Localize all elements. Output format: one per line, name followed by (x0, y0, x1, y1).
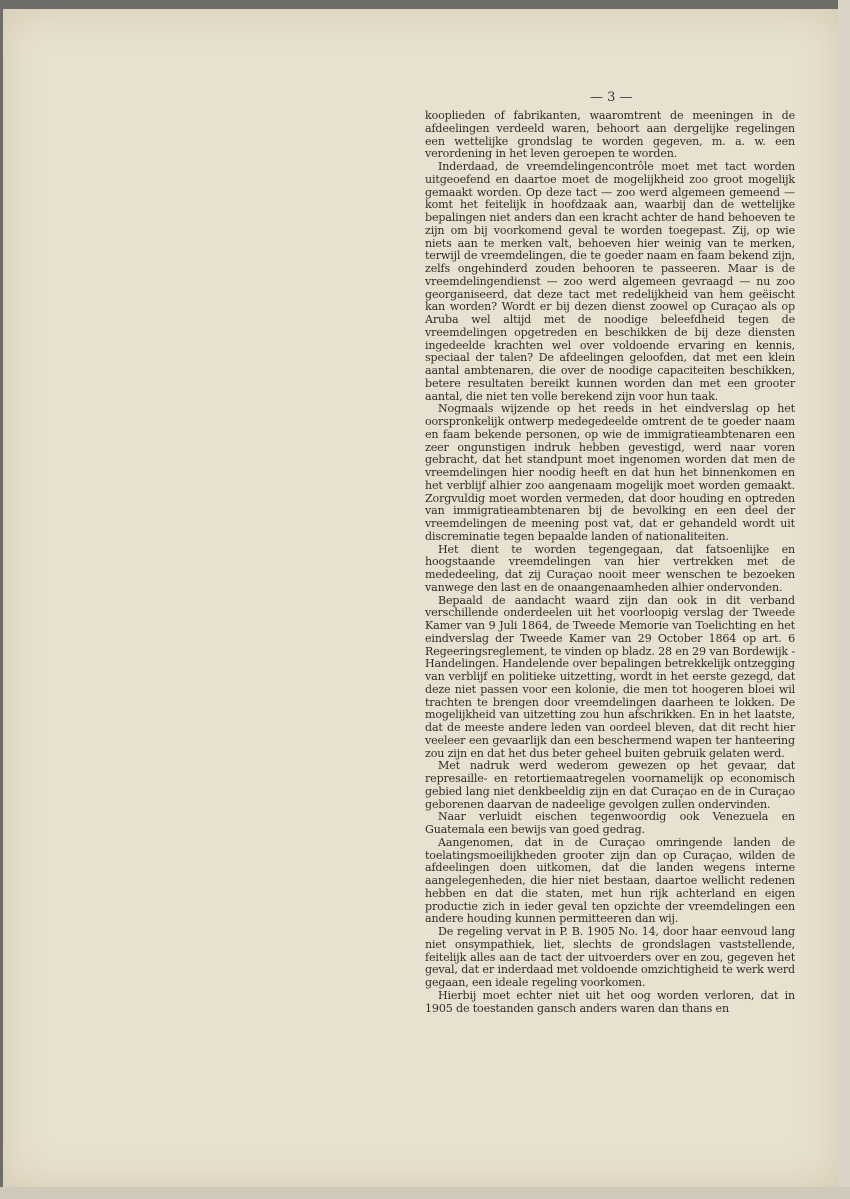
paragraph: Met nadruk werd wederom gewezen op het gevaar, dat represaille- en retortiemaatregelen voornamelijk op economisch gebied lang niet denkbeeldig zijn en dat Curaçao en de in Curaçao geborenen daarvan de nadeelige gevolgen zullen ondervinden. (425, 759, 795, 811)
paragraph: kooplieden of fabrikanten, waaromtrent de meeningen in de afdeelingen verdeeld waren, behoort aan dergelijke regelingen een wettelijke grondslag te worden gegeven, m. a. w. een verordening in het leven geroepen te worden. (425, 109, 795, 161)
paragraph: Het dient te worden tegengegaan, dat fatsoenlijke en hoogstaande vreemdelingen van hier vertrekken met de mededeeling, dat zij Curaçao nooit meer wenschen te bezoeken vanwege den last en de onaangenaamheden alhier ondervonden. (425, 542, 795, 594)
paragraph: De regeling vervat in P. B. 1905 No. 14, door haar eenvoud lang niet onsympathiek, liet, slechts de grondslagen vaststellende, feitelijk alles aan de tact der uitvoerders over en zou, gegeven het geval, dat er inderdaad met voldoende omzichtigheid te werk werd gegaan, een ideale regeling voorkomen. (425, 925, 795, 989)
paragraph: Hierbij moet echter niet uit het oog worden verloren, dat in 1905 de toestanden gansch anders waren dan thans en (425, 988, 795, 1015)
paragraph: Naar verluidt eischen tegenwoordig ook Venezuela en Guatemala een bewijs van goed gedrag. (425, 810, 795, 836)
scan-edge-bottom (0, 1187, 850, 1199)
paragraph: Nogmaals wijzende op het reeds in het eindverslag op het oorspronkelijk ontwerp medegedeelde omtrent de te goeder naam en faam bekende personen, op wie de immigratieambtenaren een zeer ongunstigen indruk hebben gevestigd, werd naar voren gebracht, dat het standpunt moet ingenomen worden dat men de vreemdelingen hier noodig heeft en dat hun het binnenkomen en het verblijf alhier zoo aangenaam mogelijk moet worden gemaakt. Zorgvuldig moet worden vermeden, dat door houding en optreden van immigratieambtenaren bij de bevolking en een deel der vreemdelingen de meening post vat, dat er gehandeld wordt uit discreminatie tegen bepaalde landen of nationaliteiten. (425, 402, 795, 543)
paragraph: Inderdaad, de vreemdelingencontrôle moet met tact worden uitgeoefend en daartoe moet de mogelijkheid zoo groot mogelijk gemaakt worden. Op deze tact — zoo werd algemeen gemeend — komt het feitelijk in hoofdzaak aan, waarbij dan de wettelijke bepalingen niet anders dan een kracht achter de hand behoeven te zijn om bij voorkomend geval te worden toegepast. Zij, op wie niets aan te merken valt, behoeven hier weinig van te merken, terwijl de vreemdelingen, die te goeder naam en faam bekend zijn, zelfs ongehinderd zouden behooren te passeeren. Maar is de vreemdelingendienst — zoo werd algemeen gevraagd — nu zoo georganiseerd, dat deze tact met redelijkheid van hem geëischt kan worden? Wordt er bij dezen dienst zoowel op Curaçao als op Aruba wel altijd met de noodige beleefdheid tegen de vreemdelingen opgetreden en beschikken de bij deze diensten ingedeelde krachten wel over voldoende ervaring en kennis, speciaal der talen? De afdeelingen geloofden, dat met een klein aantal ambtenaren, die over de noodige capaciteiten beschikken, betere resultaten bereikt kunnen worden dan met een grooter aantal, die niet ten volle berekend zijn voor hun taak. (425, 160, 795, 403)
paragraph: Bepaald de aandacht waard zijn dan ook in dit verband verschillende onderdeelen uit het voorloopig verslag der Tweede Kamer van 9 Juli 1864, de Tweede Memorie van Toelichting en het eindverslag der Tweede Kamer van 29 October 1864 op art. 6 Regeeringsreglement, te vinden op bladz. 28 en 29 van Bordewijk - Handelingen. Handelende over bepalingen betrekkelijk ontzegging van verblijf en politieke uitzetting, wordt in het eerste gezegd, dat deze niet passen voor een kolonie, die men tot hoogeren bloei wil trachten te brengen door vreemdelingen daarheen te lokken. De mogelijkheid van uitzetting zou hun afschrikken. En in het laatste, dat de meeste andere leden van oordeel bleven, dat dit recht hier veeleer een gevaarlijk dan een beschermend wapen ter hanteering zou zijn en dat het dus beter geheel buiten gebruik gelaten werd. (425, 593, 795, 760)
scan-edge-right (838, 0, 850, 1199)
body-text-column (425, 110, 795, 1015)
page-number: — 3 — (590, 90, 633, 105)
paragraph: Aangenomen, dat in de Curaçao omringende landen de toelatingsmoeilijkheden grooter zijn dan op Curaçao, wilden de afdeelingen doen uitkomen, dat die landen wegens interne aangelegenheden, die hier niet bestaan, daartoe wellicht redenen hebben en dat die staten, met hun rijk achterland en eigen productie zich in ieder geval ten opzichte der vreemdelingen een andere houding kunnen permitteeren dan wij. (425, 835, 795, 926)
